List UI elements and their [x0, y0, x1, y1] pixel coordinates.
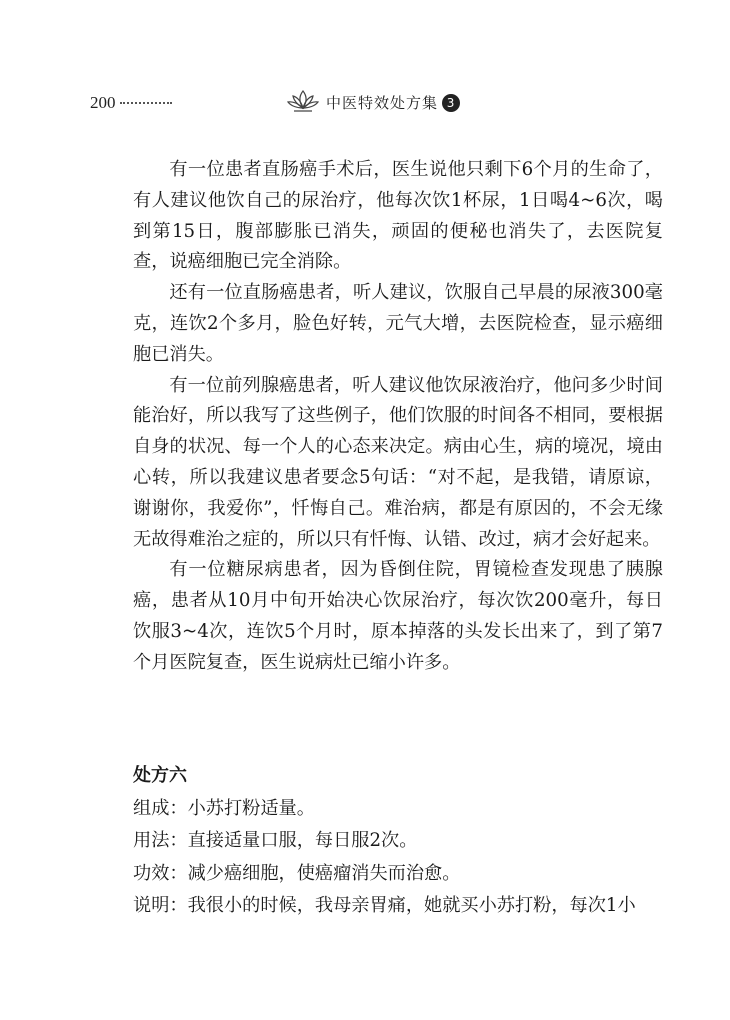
volume-badge: 3	[442, 94, 460, 112]
recipe-row-effect	[133, 858, 663, 891]
book-title: 中医特效处方集	[326, 94, 439, 112]
recipe-row-note	[133, 890, 663, 923]
running-title	[326, 92, 460, 114]
recipe-section	[133, 760, 663, 923]
recipe-row-composition	[133, 793, 663, 826]
recipe-separator: ：	[169, 862, 188, 884]
recipe-separator: ：	[169, 797, 188, 819]
paragraph: 还有一位直肠癌患者，听人建议，饮服自己早晨的尿液300毫克，连饮2个多月，脸色好转，元气大增，去医院检查，显示癌细胞已消失。	[133, 282, 663, 365]
recipe-value: 我很小的时候，我母亲胃痛，她就买小苏打粉，每次1小	[187, 895, 636, 916]
paragraph: 有一位患者直肠癌手术后，医生说他只剩下6个月的生命了，有人建议他饮自己的尿治疗，他每次饮1杯尿，1日喝4~6次，喝到第15日，腹部膨胀已消失，顽固的便秘也消失了，去医院复查，说癌细胞已完全消除。	[133, 159, 663, 273]
lotus-icon	[286, 88, 320, 114]
recipe-separator: ：	[169, 895, 188, 916]
recipe-key: 功效	[133, 862, 170, 884]
recipe-title: 处方六	[133, 765, 187, 786]
paragraph: 有一位前列腺癌患者，听人建议他饮尿液治疗，他问多少时间能治好，所以我写了这些例子，他们饮服的时间各不相同，要根据自身的状况、每一个人的心态来决定。病由心生，病的境况，境由心转，所以我建议患者要念5句话：“对不起，是我错，请原谅，谢谢你，我爱你”，忏悔自己。难治病，都是有原因的，不会无缘无故得难治之症的，所以只有忏悔、认错、改过，病才会好起来。	[133, 374, 663, 550]
recipe-value: 小苏打粉适量。	[187, 797, 315, 819]
paragraph: 有一位糖尿病患者，因为昏倒住院，胃镜检查发现患了胰腺癌，患者从10月中旬开始决心饮尿治疗，每次饮200毫升，每日饮服3~4次，连饮5个月时，原本掉落的头发长出来了，到了第7个月医院复查，医生说病灶已缩小许多。	[133, 559, 663, 673]
page-number: 200	[90, 93, 116, 112]
page-header	[90, 92, 650, 118]
recipe-key: 说明	[133, 895, 170, 916]
recipe-key: 用法	[133, 830, 170, 851]
recipe-separator: ：	[169, 830, 188, 851]
body-text	[133, 155, 663, 679]
recipe-value: 减少癌细胞，使癌瘤消失而治愈。	[187, 862, 461, 884]
header-dotted-leader	[120, 102, 172, 104]
recipe-key: 组成	[133, 797, 170, 819]
recipe-row-usage	[133, 825, 663, 858]
recipe-value: 直接适量口服，每日服2次。	[187, 830, 418, 851]
